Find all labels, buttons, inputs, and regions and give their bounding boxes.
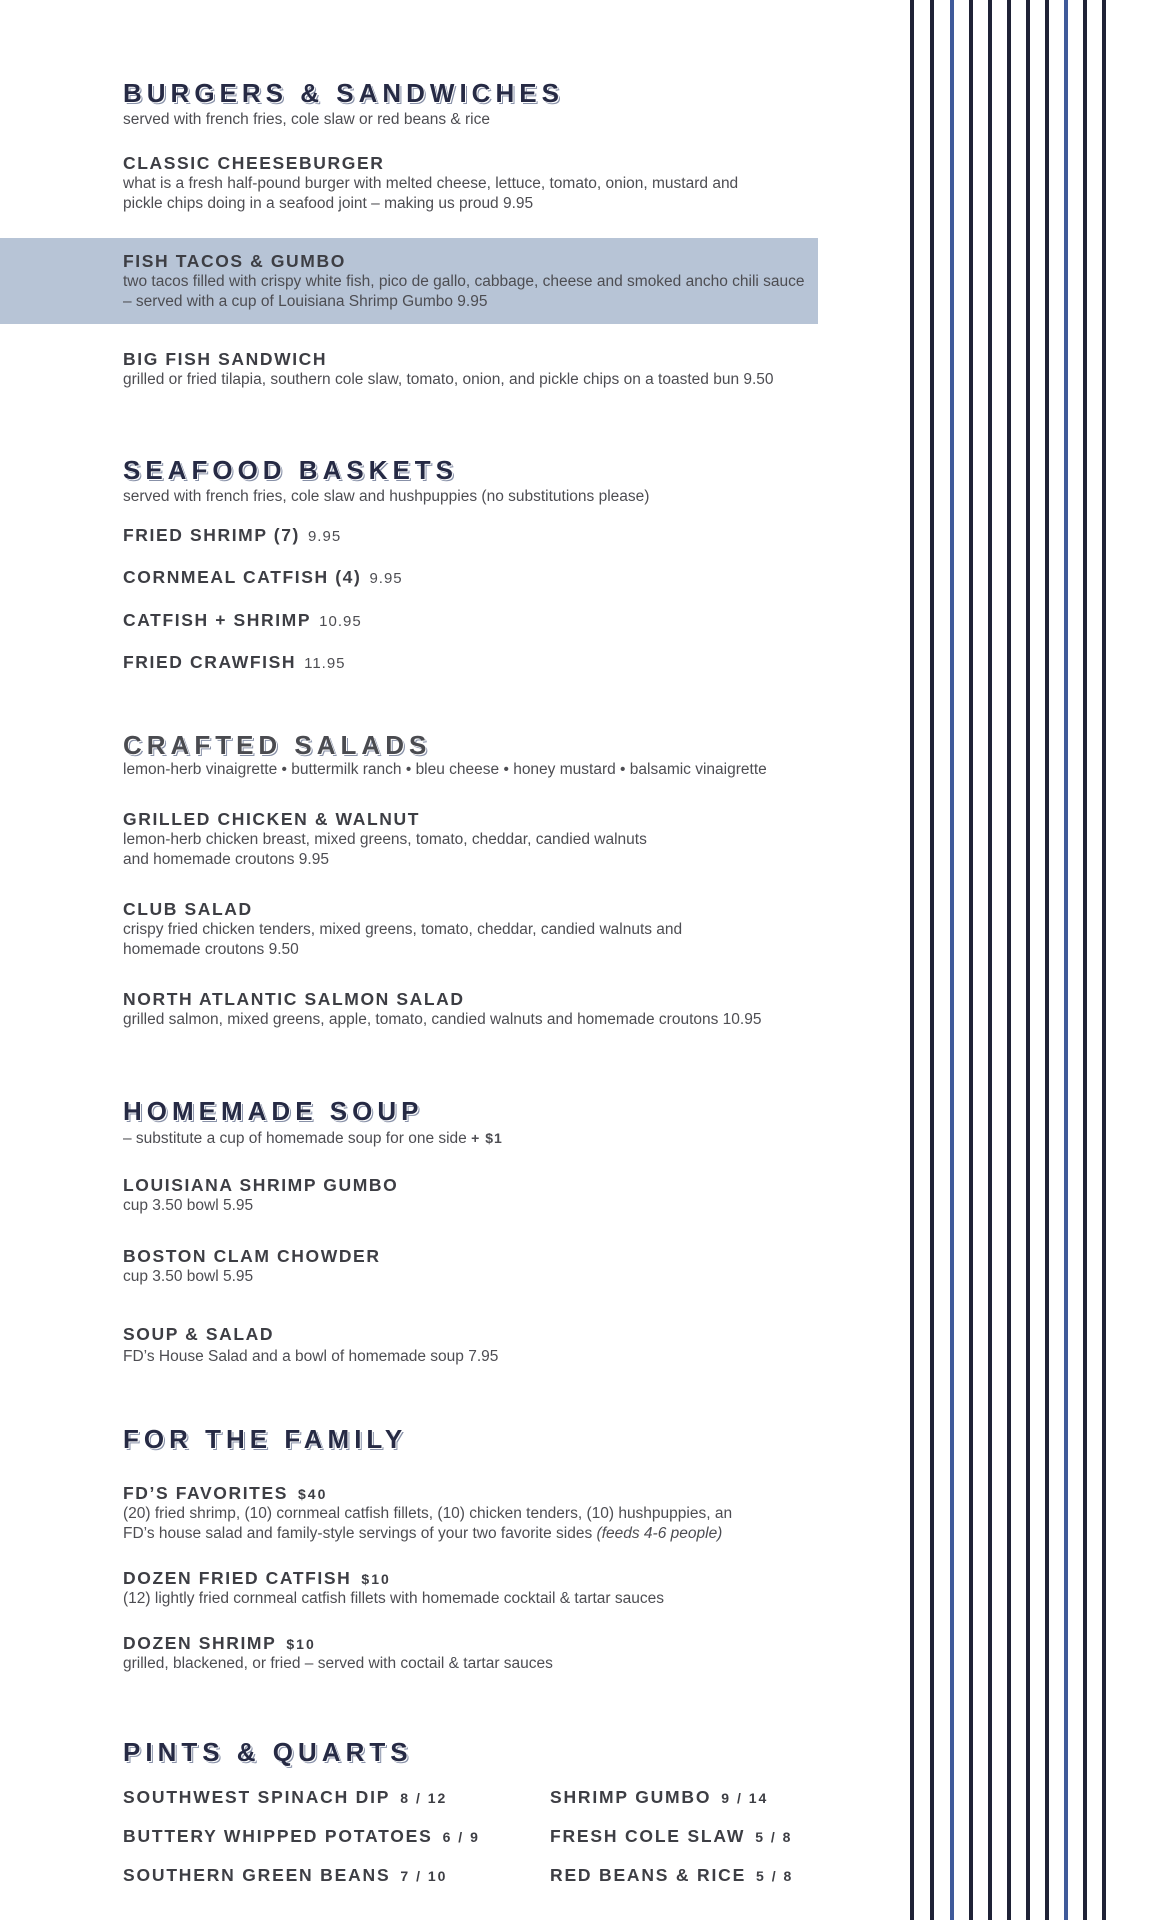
item-name: CLUB SALAD [123,899,253,919]
salads-section-header [123,730,767,780]
side-name: FRESH COLE SLAW [550,1826,746,1846]
item-desc-text: FD’s house salad and family-style servings of your two favorite sides [123,1525,593,1542]
item-name: LOUISIANA SHRIMP GUMBO [123,1175,399,1195]
stripe [988,0,992,1920]
stripe [1064,0,1068,1920]
item-name: BIG FISH SANDWICH [123,349,328,369]
burgers-section-header [123,78,564,130]
stripe [969,0,973,1920]
menu-item-fried-crawfish [123,651,823,674]
item-name: CLASSIC CHEESEBURGER [123,153,385,173]
menu-item-cornmeal-catfish [123,566,823,589]
item-price: 11.95 [304,655,346,672]
item-desc-line1: (20) fried shrimp, (10) cornmeal catfish fillets, (10) chicken tenders, (10) hushpuppies, an [123,1505,733,1522]
burgers-heading: BURGERS & SANDWICHES [123,78,564,108]
item-desc-line2: pickle chips doing in a seafood joint – making us proud 9.95 [123,195,534,212]
side-price: 9 / 14 [721,1790,769,1806]
menu-item-soup-salad [123,1323,823,1367]
item-price: 9.95 [307,528,342,545]
soup-subtitle-text: – substitute a cup of homemade soup for one side [123,1130,467,1147]
side-item [550,1787,768,1808]
side-name: SOUTHWEST SPINACH DIP [123,1787,391,1807]
side-item [123,1826,480,1847]
side-price: 5 / 8 [756,1868,794,1884]
stripe [950,0,954,1920]
item-desc-line1: two tacos filled with crispy white fish, pico de gallo, cabbage, cheese and smoked ancho chili sauce [123,273,805,290]
item-desc-line1: grilled, blackened, or fried – served with coctail & tartar sauces [123,1655,553,1672]
side-name: SHRIMP GUMBO [550,1787,712,1807]
menu-item-classic-cheeseburger [123,152,823,214]
item-name: DOZEN SHRIMP [123,1633,277,1653]
item-name: GRILLED CHICKEN & WALNUT [123,809,420,829]
menu-item-club-salad [123,898,823,960]
pints-section-header [123,1737,413,1767]
stripe [930,0,934,1920]
item-desc-line2: homemade croutons 9.50 [123,941,299,958]
side-price: 5 / 8 [755,1829,793,1845]
item-price: 10.95 [319,613,362,630]
side-item [123,1787,447,1808]
item-desc-line1: (12) lightly fried cornmeal catfish fillets with homemade cocktail & tartar sauces [123,1590,664,1607]
item-name: FRIED SHRIMP (7) [123,525,300,545]
item-desc-line2: and homemade croutons 9.95 [123,851,329,868]
stripe [1045,0,1049,1920]
menu-item-fds-favorites [123,1482,823,1544]
item-desc-italic: (feeds 4-6 people) [596,1525,723,1542]
baskets-heading: SEAFOOD BASKETS [123,455,459,485]
menu-item-salmon-salad [123,988,823,1030]
item-desc-line1: what is a fresh half-pound burger with melted cheese, lettuce, tomato, onion, mustard and [123,175,739,192]
menu-item-big-fish-sandwich [123,348,823,390]
baskets-subtitle: served with french fries, cole slaw and hushpuppies (no substitutions please) [123,488,650,505]
item-name: FISH TACOS & GUMBO [123,251,346,271]
item-desc-line1: grilled or fried tilapia, southern cole slaw, tomato, onion, and pickle chips on a toasted bun 9.50 [123,371,774,388]
item-desc-line1: crispy fried chicken tenders, mixed greens, tomato, cheddar, candied walnuts and [123,921,683,938]
side-price: 6 / 9 [442,1829,480,1845]
menu-item-clam-chowder [123,1245,823,1287]
menu-item-dozen-shrimp [123,1632,823,1674]
item-price: 9.95 [369,570,403,587]
side-name: BUTTERY WHIPPED POTATOES [123,1826,433,1846]
stripe [910,0,914,1920]
soup-subtitle [123,1128,503,1149]
item-name: SOUP & SALAD [123,1324,275,1344]
side-item [550,1865,793,1886]
side-name: RED BEANS & RICE [550,1865,747,1885]
item-desc-line1: FD’s House Salad and a bowl of homemade soup 7.95 [123,1348,499,1365]
item-name: DOZEN FRIED CATFISH [123,1568,352,1588]
family-section-header [123,1424,407,1454]
item-name: BOSTON CLAM CHOWDER [123,1246,381,1266]
soup-section-header [123,1096,503,1149]
stripe [1083,0,1087,1920]
item-name: FRIED CRAWFISH [123,652,297,672]
item-desc-line1: cup 3.50 bowl 5.95 [123,1197,254,1214]
item-desc-line1: grilled salmon, mixed greens, apple, tomato, candied walnuts and homemade croutons 10.95 [123,1011,762,1028]
soup-subtitle-price: + $1 [471,1130,503,1146]
item-name: CORNMEAL CATFISH (4) [123,567,362,587]
menu-item-fried-shrimp [123,524,823,547]
side-item [123,1865,447,1886]
menu-item-catfish-shrimp [123,609,823,632]
item-name: NORTH ATLANTIC SALMON SALAD [123,989,465,1009]
salads-heading: CRAFTED SALADS [123,730,432,760]
item-price: $10 [286,1636,316,1652]
item-name: FD’S FAVORITES [123,1483,289,1503]
side-name: SOUTHERN GREEN BEANS [123,1865,391,1885]
stripe [1102,0,1106,1920]
baskets-section-header [123,455,649,507]
item-desc-line1: cup 3.50 bowl 5.95 [123,1268,254,1285]
pints-heading: PINTS & QUARTS [123,1737,413,1767]
item-desc-line1: lemon-herb chicken breast, mixed greens, tomato, cheddar, candied walnuts [123,831,647,848]
soup-heading: HOMEMADE SOUP [123,1096,424,1126]
item-name: CATFISH + SHRIMP [123,610,312,630]
stripe [1007,0,1011,1920]
menu-item-dozen-fried-catfish [123,1567,823,1609]
salads-dressings: lemon-herb vinaigrette • buttermilk ranch • bleu cheese • honey mustard • balsamic vinaigrette [123,761,767,778]
item-price: $10 [361,1571,391,1587]
item-price: $40 [298,1486,328,1502]
decorative-stripes [908,0,1108,1920]
item-desc-line2 [123,1524,823,1544]
side-price: 7 / 10 [400,1868,448,1884]
menu-item-grilled-chicken-walnut [123,808,823,870]
item-desc-line2: – served with a cup of Louisiana Shrimp Gumbo 9.95 [123,293,488,310]
burgers-subtitle: served with french fries, cole slaw or red beans & rice [123,111,490,128]
family-heading: FOR THE FAMILY [123,1424,408,1454]
menu-item-fish-tacos-gumbo [123,250,823,312]
side-item [550,1826,792,1847]
side-price: 8 / 12 [400,1790,448,1806]
menu-item-shrimp-gumbo [123,1174,823,1216]
stripe [1026,0,1030,1920]
